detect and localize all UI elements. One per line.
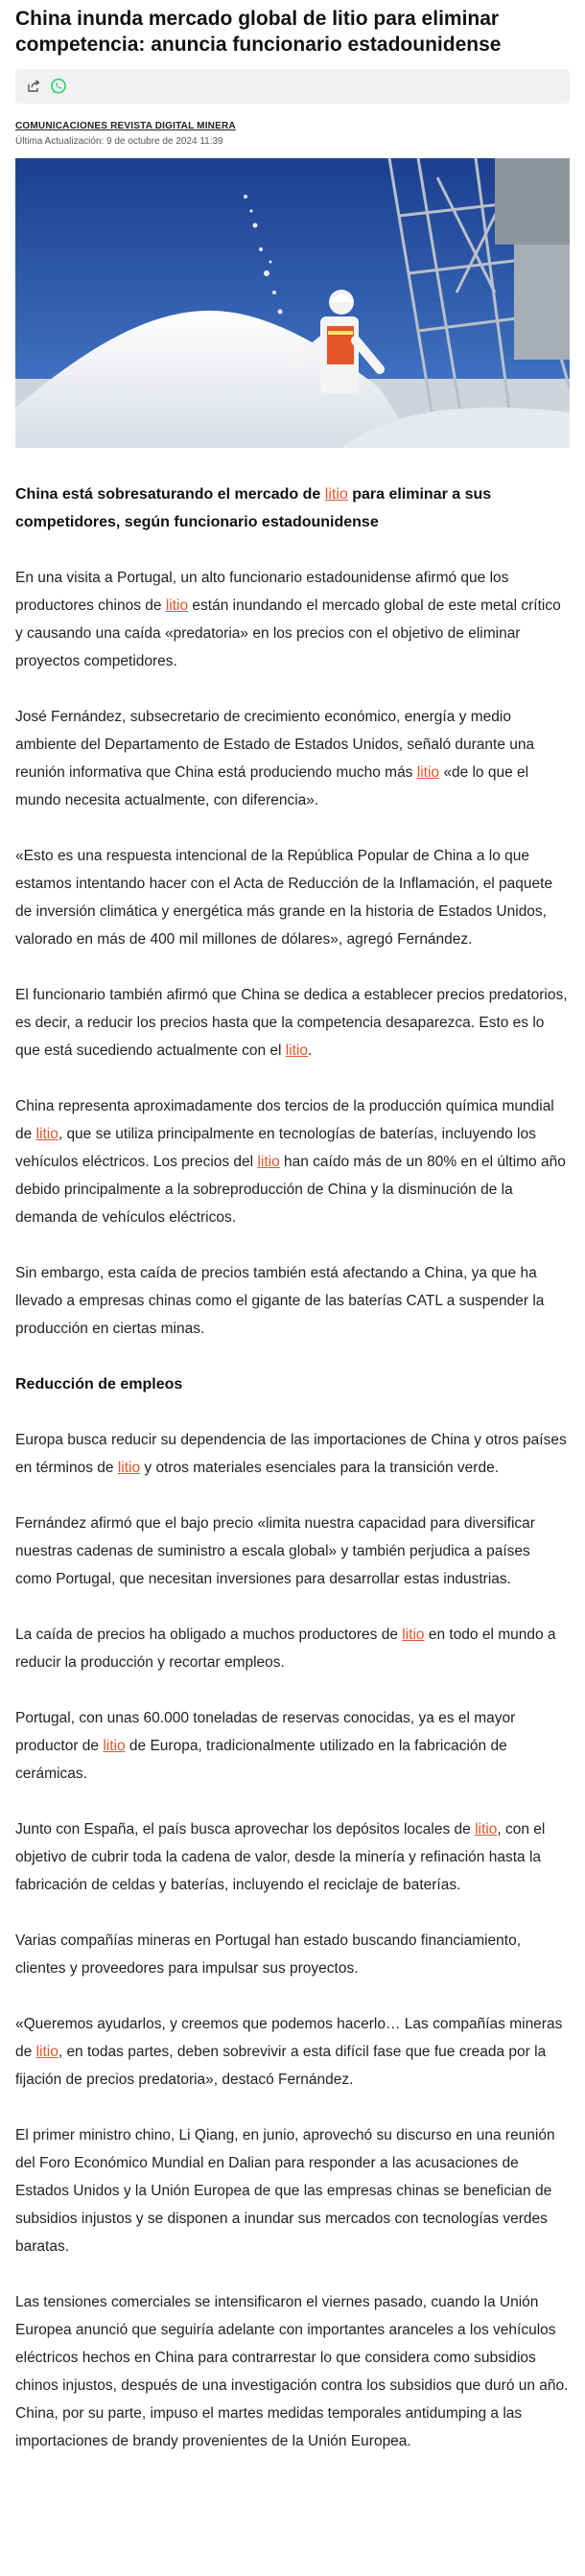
keyword-link-litio[interactable]: litio (103, 1738, 126, 1754)
share-bar (15, 69, 570, 104)
paragraph (15, 842, 570, 953)
author-link[interactable]: COMUNICACIONES REVISTA DIGITAL MINERA (15, 121, 236, 131)
keyword-link-litio[interactable]: litio (285, 1042, 309, 1059)
text-segment: y otros materiales esenciales para la transición verde. (140, 1460, 500, 1476)
text-segment: han caído más de un 80% en el último año debido principalmente a la sobreproducción de China y la disminución de la demanda de vehículos eléctricos. (15, 1154, 566, 1226)
keyword-link-litio[interactable]: litio (402, 1627, 425, 1643)
text-segment: En una visita a Portugal, un alto funcionario estadounidense afirmó que los productores chinos de (15, 570, 509, 614)
keyword-link-litio[interactable]: litio (117, 1460, 141, 1476)
text-segment: . (308, 1042, 313, 1059)
hero-image (15, 158, 570, 448)
text-segment: «Esto es una respuesta intencional de la República Popular de China a lo que estamos intentando hacer con el Acta de Reducción de la Inflamación, el paquete de inversión climática y energética más grande en la historia de Estados Unidos, valorado en más de 400 mil millones de dólares», agregó Fernández. (15, 848, 553, 948)
text-segment: Varias compañías mineras en Portugal han estado buscando financiamiento, clientes y proveedores para impulsar sus proyectos. (15, 1932, 522, 1977)
section-heading (15, 1370, 570, 1398)
text-segment: La caída de precios ha obligado a muchos productores de (15, 1627, 403, 1643)
text-segment: , que se utiliza principalmente en tecnologías de baterías, incluyendo los vehículos eléctricos. Los precios del (15, 1126, 536, 1170)
text-segment: «Queremos ayudarlos, y creemos que podemos hacerlo… Las compañías mineras de (15, 2016, 563, 2060)
paragraph (15, 981, 570, 1065)
text-segment: José Fernández, subsecretario de crecimiento económico, energía y medio ambiente del Departamento de Estado de Estados Unidos, señaló durante una reunión informativa que China está produciendo mucho más (15, 709, 535, 781)
keyword-link-litio[interactable]: litio (35, 1126, 58, 1142)
keyword-link-litio[interactable]: litio (475, 1821, 498, 1838)
text-segment: China está sobresaturando el mercado de (15, 486, 325, 503)
share-icon[interactable] (25, 78, 42, 95)
text-segment: , con el objetivo de cubrir toda la cadena de valor, desde la minería y refinación hasta la fabricación de celdas y baterías, incluyendo el reciclaje de baterías. (15, 1821, 546, 1893)
paragraph (15, 1092, 570, 1231)
text-segment: El primer ministro chino, Li Qiang, en junio, aprovechó su discurso en una reunión del Foro Económico Mundial en Dalian para responder a las acusaciones de Estados Unidos y la Unión Europea de que las empresas chinas se benefician de subsidios injustos y se disponen a inundar sus mercados con tecnologías verdes baratas. (15, 2127, 555, 2255)
text-segment: El funcionario también afirmó que China se dedica a establecer precios predatorios, es decir, a reducir los precios hasta que la competencia desaparezca. Esto es lo que está sucediendo actualmente con el (15, 987, 568, 1059)
text-segment: Fernández afirmó que el bajo precio «limita nuestra capacidad para diversificar nuestras cadenas de suministro a escala global» y también perjudica a países como Portugal, que necesitan inversiones para desarrollar estas industrias. (15, 1515, 535, 1587)
text-segment: , en todas partes, deben sobrevivir a esta difícil fase que fue creada por la fijación de precios predatoria», destacó Fernández. (15, 2044, 547, 2088)
paragraph (15, 564, 570, 675)
article-body (15, 480, 570, 2455)
paragraph (15, 1704, 570, 1788)
text-segment: Junto con España, el país busca aprovechar los depósitos locales de (15, 1821, 476, 1838)
keyword-link-litio[interactable]: litio (165, 597, 189, 614)
paragraph (15, 2288, 570, 2455)
paragraph (15, 703, 570, 814)
text-segment: Las tensiones comerciales se intensificaron el viernes pasado, cuando la Unión Europea anunció que seguiría adelante con importantes aranceles a los vehículos eléctricos hechos en China para contrarrestar lo que considera como subsidios chinos injustos, después de una investigación contra los subsidios que duró un año. China, por su parte, impuso el martes medidas temporales antidumping a las importaciones de brandy provenientes de la Unión Europea. (15, 2294, 569, 2449)
text-segment: están inundando el mercado global de este metal crítico y causando una caída «predatoria» en los precios con el objetivo de eliminar proyectos competidores. (15, 597, 561, 669)
text-segment: en todo el mundo a reducir la producción y recortar empleos. (15, 1627, 556, 1671)
updated-timestamp: Última Actualización: 9 de octubre de 2024 11:39 (15, 136, 223, 147)
whatsapp-icon[interactable] (50, 78, 67, 95)
paragraph (15, 1927, 570, 1982)
text-segment: Sin embargo, esta caída de precios también está afectando a China, ya que ha llevado a empresas chinas como el gigante de las baterías CATL a suspender la producción en ciertas minas. (15, 1265, 545, 1337)
text-segment: Portugal, con unas 60.000 toneladas de reservas conocidas, ya es el mayor productor de (15, 1710, 516, 1754)
keyword-link-litio[interactable]: litio (257, 1154, 280, 1170)
paragraph (15, 2121, 570, 2260)
keyword-link-litio[interactable]: litio (416, 764, 440, 781)
text-segment: China representa aproximadamente dos tercios de la producción química mundial de (15, 1098, 554, 1142)
text-segment: Reducción de empleos (15, 1376, 183, 1393)
keyword-link-litio[interactable]: litio (324, 486, 348, 503)
paragraph (15, 1259, 570, 1343)
paragraph (15, 1510, 570, 1593)
lithium-mine-photo (15, 158, 570, 448)
lead-paragraph (15, 480, 570, 536)
paragraph (15, 2010, 570, 2094)
paragraph (15, 1621, 570, 1676)
article-title: China inunda mercado global de litio para eliminar competencia: anuncia funcionario estadounidense (15, 8, 502, 56)
text-segment: «de lo que el mundo necesita actualmente, con diferencia». (15, 764, 529, 808)
text-segment: para eliminar a sus competidores, según funcionario estadounidense (15, 486, 492, 530)
text-segment: Europa busca reducir su dependencia de las importaciones de China y otros países en términos de (15, 1432, 567, 1476)
text-segment: de Europa, tradicionalmente utilizado en la fabricación de cerámicas. (15, 1738, 507, 1782)
paragraph (15, 1815, 570, 1899)
keyword-link-litio[interactable]: litio (35, 2044, 58, 2060)
paragraph (15, 1426, 570, 1482)
